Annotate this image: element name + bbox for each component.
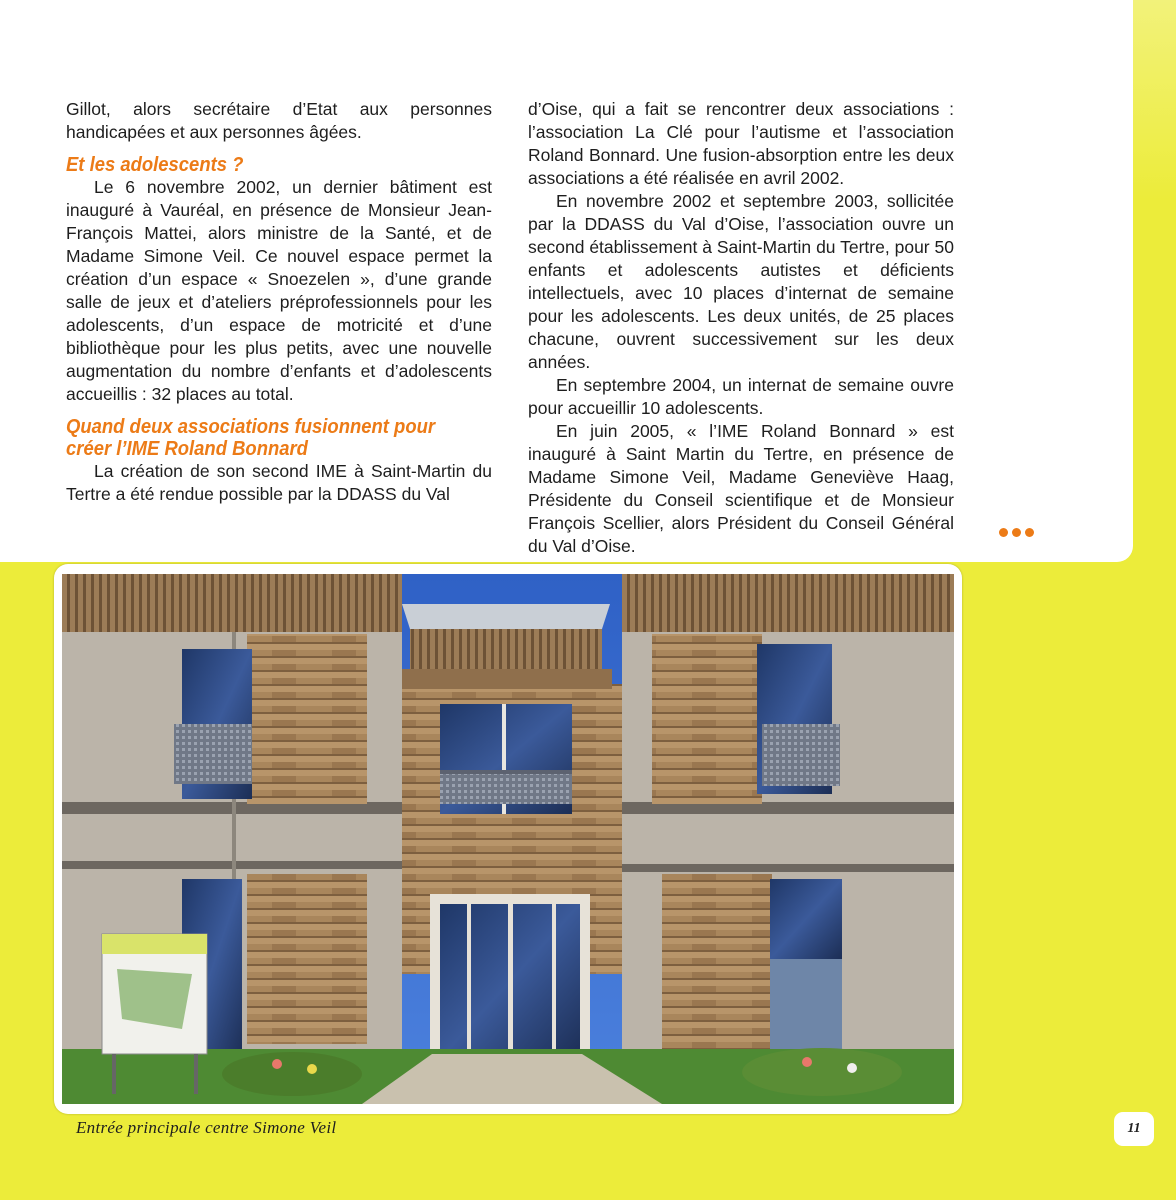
page-edge-strip bbox=[1133, 0, 1176, 200]
heading-associations bbox=[66, 416, 498, 460]
building-photo bbox=[62, 574, 954, 1104]
photo-caption: Entrée principale centre Simone Veil bbox=[76, 1118, 337, 1137]
right-paragraph-2: En novembre 2002 et septembre 2003, sollicitée par la DDASS du Val d’Oise, l’association ouvre un second établissement à Saint-Martin du Tertre, pour 50 enfants et adolescents autistes et déficients intellectuels, avec 10 places d’internat de semaine pour les adolescents. Les deux unités, de 25 places chacune, ouvrent successivement sur les deux années. bbox=[528, 191, 954, 372]
right-column bbox=[528, 98, 954, 558]
heading-associations-line1: Quand deux associations fusionnent pour bbox=[66, 415, 436, 438]
left-paragraph-1: Gillot, alors secrétaire d’Etat aux personnes handicapées et aux personnes âgées. bbox=[66, 99, 492, 142]
page-number: 11 bbox=[1114, 1112, 1154, 1146]
right-paragraph-1: d’Oise, qui a fait se rencontrer deux associations : l’association La Clé pour l’autisme et l’association Roland Bonnard. Une fusion-absorption entre les deux associations a été réalisée en avril 2002. bbox=[528, 99, 954, 188]
right-paragraph-4: En juin 2005, « l’IME Roland Bonnard » est inauguré à Saint Martin du Tertre, en présence de Madame Simone Veil, Madame Geneviève Haag, Présidente du Conseil scientifique et de Monsieur François Scellier, alors Président du Conseil Général du Val d’Oise. bbox=[528, 421, 954, 556]
building-photo-frame bbox=[54, 564, 962, 1114]
left-paragraph-2: Le 6 novembre 2002, un dernier bâtiment est inauguré à Vauréal, en présence de Monsieur Jean-François Mattei, alors ministre de la Santé, et de Madame Simone Veil. Ce nouvel espace permet la création d’un espace « Snoezelen », d’une grande salle de jeux et d’ateliers préprofessionnels pour les adolescents, d’un espace de motricité et d’une bibliothèque pour les plus petits, avec une nouvelle augmentation du nombre d’enfants et d’adolescents accueillis : 32 places au total. bbox=[66, 177, 492, 404]
heading-associations-line2: créer l’IME Roland Bonnard bbox=[66, 437, 308, 460]
left-column bbox=[66, 98, 492, 506]
right-paragraph-3: En septembre 2004, un internat de semaine ouvre pour accueillir 10 adolescents. bbox=[528, 375, 954, 418]
continuation-dots-icon bbox=[999, 528, 1034, 537]
heading-adolescents: Et les adolescents ? bbox=[66, 153, 244, 176]
left-paragraph-3: La création de son second IME à Saint-Martin du Tertre a été rendue possible par la DDASS du Val bbox=[66, 461, 492, 504]
